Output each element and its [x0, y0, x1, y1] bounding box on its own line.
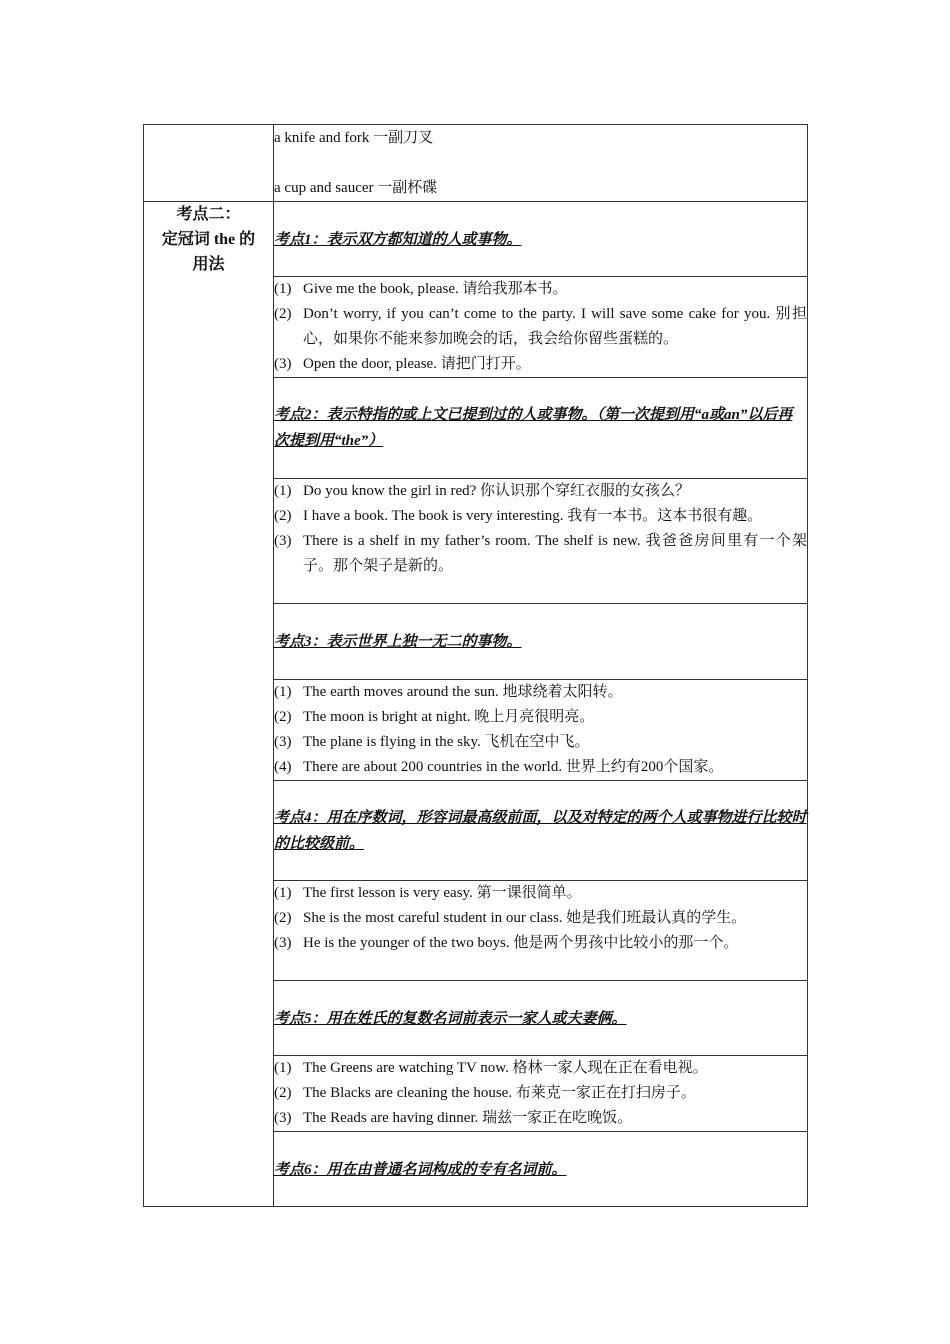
example-number: (3) [274, 935, 292, 951]
example-number: (3) [274, 533, 292, 549]
example-text: The first lesson is very easy. 第一课很简单。 [303, 885, 582, 901]
example-text: The moon is bright at night. 晚上月亮很明亮。 [303, 709, 595, 725]
examples-cell [274, 277, 808, 378]
table-row [144, 202, 808, 277]
section-title-line: 考点二： [176, 206, 241, 223]
point-title: 考点1：表示双方都知道的人或事物。 [274, 232, 522, 248]
point-title-cell [274, 781, 808, 881]
example-text: The plane is flying in the sky. 飞机在空中飞。 [303, 734, 590, 750]
example-number: (3) [274, 356, 292, 372]
examples-cell [274, 479, 808, 604]
example-item [274, 529, 807, 579]
example-item [274, 906, 807, 931]
example-item [274, 1081, 807, 1106]
spacer [274, 151, 807, 176]
example-item [274, 277, 807, 302]
point-title: 考点5：用在姓氏的复数名词前表示一家人或夫妻俩。 [274, 1011, 627, 1027]
examples-cell [274, 881, 808, 981]
top-line: a knife and fork 一副刀叉 [274, 130, 434, 146]
example-text: The earth moves around the sun. 地球绕着太阳转。 [303, 684, 623, 700]
section-title-line: 用法 [192, 256, 225, 273]
example-text: There is a shelf in my father’s room. The shelf is new. 我爸爸房间里有一个架子。那个架子是新的。 [303, 533, 807, 574]
point-title: 考点6：用在由普通名词构成的专有名词前。 [274, 1162, 567, 1178]
example-text: I have a book. The book is very interesting. 我有一本书。这本书很有趣。 [303, 508, 763, 524]
example-text: Don’t worry, if you can’t come to the party. I will save some cake for you. 别担心，如果你不能来参加晚会的话，我会给你留些蛋糕的。 [303, 306, 807, 347]
point-title-cell [274, 378, 808, 479]
point-title: 考点2：表示特指的或上文已提到过的人或事物。（第一次提到用“a或an”以后再次提到用“the”） [274, 407, 793, 449]
example-text: Give me the book, please. 请给我那本书。 [303, 281, 568, 297]
example-item [274, 931, 807, 956]
example-text: She is the most careful student in our class. 她是我们班最认真的学生。 [303, 910, 747, 926]
point-title-cell [274, 604, 808, 680]
example-item [274, 680, 807, 705]
example-text: He is the younger of the two boys. 他是两个男孩中比较小的那一个。 [303, 935, 739, 951]
grammar-table [143, 124, 808, 1207]
examples-cell [274, 680, 808, 781]
example-number: (2) [274, 709, 292, 725]
example-item [274, 730, 807, 755]
example-text: Open the door, please. 请把门打开。 [303, 356, 531, 372]
point-title-cell [274, 981, 808, 1056]
table-row [144, 125, 808, 202]
section-title-cell [144, 202, 274, 1207]
point-title: 考点4：用在序数词，形容词最高级前面，以及对特定的两个人或事物进行比较时的比较级前。 [274, 810, 807, 852]
example-item [274, 1056, 807, 1081]
example-number: (1) [274, 684, 292, 700]
empty-left-cell [144, 125, 274, 202]
example-item [274, 352, 807, 377]
example-text: The Blacks are cleaning the house. 布莱克一家正在打扫房子。 [303, 1085, 696, 1101]
example-number: (2) [274, 508, 292, 524]
example-number: (3) [274, 1110, 292, 1126]
point-title: 考点3：表示世界上独一无二的事物。 [274, 634, 522, 650]
top-lines-cell [274, 125, 808, 202]
example-number: (1) [274, 1060, 292, 1076]
section-title-line: 定冠词 the 的 [161, 231, 256, 248]
example-item [274, 1106, 807, 1131]
example-number: (1) [274, 483, 292, 499]
example-number: (2) [274, 1085, 292, 1101]
example-text: The Reads are having dinner. 瑞兹一家正在吃晚饭。 [303, 1110, 633, 1126]
example-number: (4) [274, 759, 292, 775]
example-item [274, 755, 807, 780]
example-item [274, 479, 807, 504]
example-number: (1) [274, 281, 292, 297]
example-text: There are about 200 countries in the world. 世界上约有200个国家。 [303, 759, 724, 775]
example-number: (1) [274, 885, 292, 901]
example-text: Do you know the girl in red? 你认识那个穿红衣服的女孩么？ [303, 483, 691, 499]
example-item [274, 504, 807, 529]
point-title-cell [274, 1132, 808, 1207]
example-item [274, 705, 807, 730]
examples-cell [274, 1056, 808, 1132]
example-number: (3) [274, 734, 292, 750]
example-number: (2) [274, 306, 292, 322]
example-text: The Greens are watching TV now. 格林一家人现在正在看电视。 [303, 1060, 708, 1076]
point-title-cell [274, 202, 808, 277]
top-line: a cup and saucer 一副杯碟 [274, 180, 438, 196]
example-item [274, 302, 807, 352]
example-number: (2) [274, 910, 292, 926]
example-item [274, 881, 807, 906]
